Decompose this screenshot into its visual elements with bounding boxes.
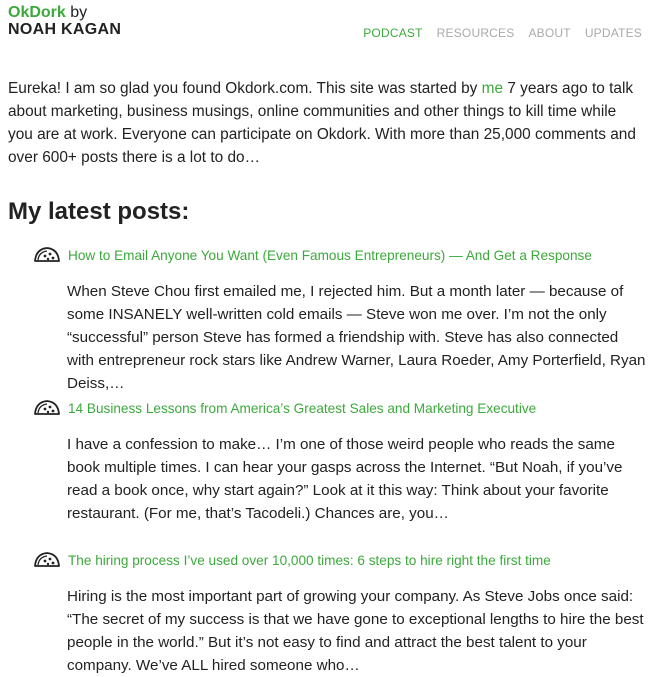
logo-author: NOAH KAGAN — [8, 21, 122, 38]
post-excerpt: I have a confession to make… I’m one of those weird people who reads the same book multiple times. I can hear your gasps across the Internet. “But Noah, if you’ve read a book once, why start again?” Look at it this way: Think about your favorite restaurant. (For me, that’s Tacodeli.) Chances are, you… — [67, 436, 623, 522]
latest-posts-heading: My latest posts: — [8, 198, 190, 225]
post-item — [33, 397, 643, 525]
intro-text-after: 7 years ago to talk about marketing, business musings, online communities and other things to kill time while you are at work. Everyone can participate on Okdork. With more than 25,000 comments and over 600+ posts there is a lot to do… — [8, 80, 636, 166]
logo-by: by — [70, 4, 88, 21]
taco-icon — [33, 246, 61, 264]
post-excerpt: Hiring is the most important part of growing your company. As Steve Jobs once said: “The secret of my success is that we have gone to exceptional lengths to hire the best people in the world.” But it’s not easy to find and attract the best talent to your company. We’ve ALL hired someone who… — [67, 588, 644, 674]
main-nav — [363, 26, 642, 40]
post-title-link[interactable]: 14 Business Lessons from America’s Greatest Sales and Marketing Executive — [68, 400, 537, 416]
post-title-link[interactable]: How to Email Anyone You Want (Even Famous Entrepreneurs) — And Get a Response — [68, 247, 592, 263]
post-title-link[interactable]: The hiring process I’ve used over 10,000 times: 6 steps to hire right the first time — [68, 552, 551, 568]
taco-icon — [33, 399, 61, 417]
nav-resources[interactable]: RESOURCES — [436, 26, 515, 40]
post-excerpt: When Steve Chou first emailed me, I rejected him. But a month later — because of some INSANELY well-written cold emails — Steve won me over. I’m not the only “successful” person Steve has formed a friendship with. Steve has also connected with entrepreneur rock stars like Andrew Warner, Laura Roeder, Amy Porterfield, Ryan Deiss,… — [67, 283, 646, 392]
about-me-link[interactable]: me — [481, 80, 504, 97]
nav-about[interactable]: ABOUT — [528, 26, 571, 40]
post-item — [33, 549, 643, 677]
site-header — [0, 0, 650, 58]
post-item — [33, 244, 646, 395]
site-logo[interactable] — [8, 4, 121, 39]
intro-paragraph — [8, 77, 644, 169]
nav-podcast[interactable]: PODCAST — [363, 26, 423, 40]
logo-brand: OkDork — [8, 4, 66, 21]
intro-text-before: Eureka! I am so glad you found Okdork.com. This site was started by — [8, 80, 478, 97]
nav-updates[interactable]: UPDATES — [584, 26, 642, 40]
taco-icon — [33, 551, 61, 569]
